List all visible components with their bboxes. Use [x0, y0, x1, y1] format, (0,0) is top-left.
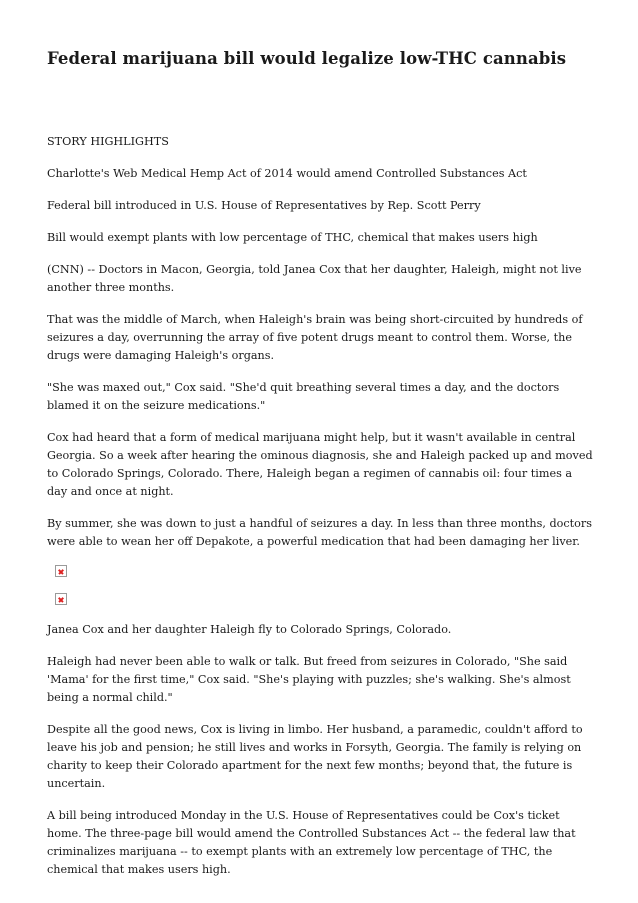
paragraph: A bill being introduced Monday in the U.S. House of Representatives could be Cox's ticket home. The three-page bill would amend the Controlled Substances Act -- the federal law that criminalizes marijuana -- to exempt plants with an extremely low percentage of THC, the chemical that makes users high.	[47, 809, 576, 876]
article-body	[47, 133, 595, 893]
paragraph: Haleigh had never been able to walk or talk. But freed from seizures in Colorado, "She said 'Mama' for the first time," Cox said. "She's playing with puzzles; she's walking. She's almost being a normal child."	[47, 655, 571, 704]
paragraph: Despite all the good news, Cox is living in limbo. Her husband, a paramedic, couldn't afford to leave his job and pension; he still lives and works in Forsyth, Georgia. The family is relying on charity to keep their Colorado apartment for the next few months; beyond that, the future is uncertain.	[47, 723, 583, 790]
paragraph: That was the middle of March, when Haleigh's brain was being short-circuited by hundreds of seizures a day, overrunning the array of five potent drugs meant to control them. Worse, the drugs were damaging Haleigh's organs.	[47, 313, 583, 362]
highlight-item: Federal bill introduced in U.S. House of Representatives by Rep. Scott Perry	[47, 199, 481, 212]
highlight-item: Bill would exempt plants with low percentage of THC, chemical that makes users high	[47, 231, 538, 244]
paragraph: Cox had heard that a form of medical marijuana might help, but it wasn't available in central Georgia. So a week after hearing the ominous diagnosis, she and Haleigh packed up and moved to Colorado Springs, Colorado. There, Haleigh began a regimen of cannabis oil: four times a day and once at night.	[47, 431, 593, 498]
image-placeholders	[47, 565, 595, 605]
paragraph: "She was maxed out," Cox said. "She'd quit breathing several times a day, and the doctors blamed it on the seizure medications."	[47, 381, 560, 412]
highlights-heading: STORY HIGHLIGHTS	[47, 135, 169, 148]
article-title: Federal marijuana bill would legalize low-THC cannabis	[47, 49, 567, 68]
broken-image-icon	[55, 565, 67, 577]
broken-image-icon	[55, 593, 67, 605]
paragraph: By summer, she was down to just a handful of seizures a day. In less than three months, doctors were able to wean her off Depakote, a powerful medication that had been damaging her liver.	[47, 517, 592, 548]
image-caption: Janea Cox and her daughter Haleigh fly to Colorado Springs, Colorado.	[47, 623, 452, 636]
highlight-item: Charlotte's Web Medical Hemp Act of 2014 would amend Controlled Substances Act	[47, 167, 527, 180]
paragraph: (CNN) -- Doctors in Macon, Georgia, told Janea Cox that her daughter, Haleigh, might not live another three months.	[47, 263, 582, 294]
